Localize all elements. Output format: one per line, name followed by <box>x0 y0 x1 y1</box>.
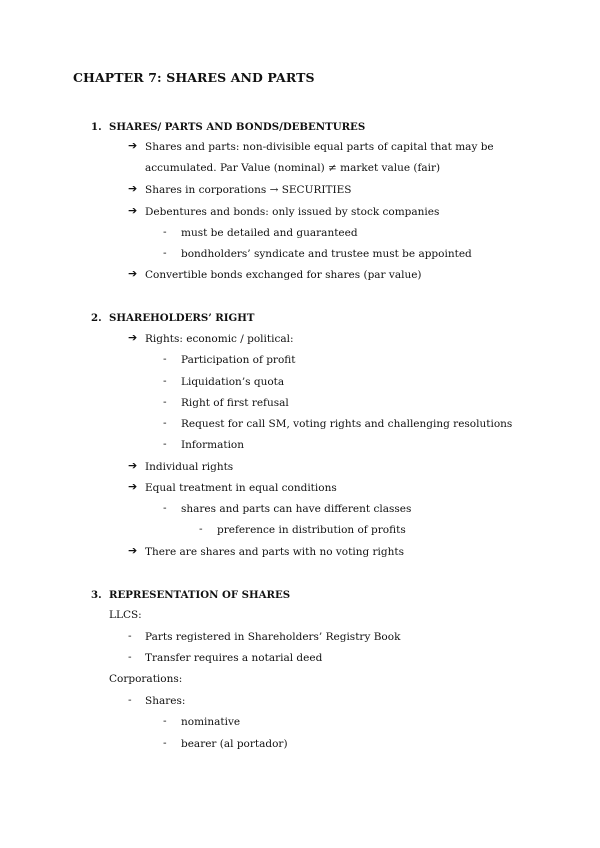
list-item: nominative <box>181 716 241 728</box>
arrow-bullet-icon: ➔ <box>128 139 138 152</box>
list-item: must be detailed and guaranteed <box>181 227 358 239</box>
dash-bullet-icon: - <box>128 631 132 642</box>
arrow-bullet-icon: ➔ <box>128 480 138 493</box>
list-item: Information <box>181 439 245 451</box>
dash-bullet-icon: - <box>163 716 167 727</box>
list-item: Debentures and bonds: only issued by stock companies <box>145 206 440 218</box>
section-number: 1. <box>91 121 102 133</box>
list-item: Shares: <box>145 695 186 707</box>
list-item: LLCS: <box>109 609 142 621</box>
dash-bullet-icon: - <box>163 248 167 259</box>
dash-bullet-icon: - <box>163 376 167 387</box>
arrow-bullet-icon: ➔ <box>128 331 138 344</box>
arrow-bullet-icon: ➔ <box>128 459 138 472</box>
arrow-bullet-icon: ➔ <box>128 544 138 557</box>
list-item: Participation of profit <box>181 354 296 366</box>
list-item: Corporations: <box>109 673 183 685</box>
dash-bullet-icon: - <box>163 738 167 749</box>
dash-bullet-icon: - <box>163 354 167 365</box>
section-title: REPRESENTATION OF SHARES <box>109 589 291 601</box>
dash-bullet-icon: - <box>163 503 167 514</box>
dash-bullet-icon: - <box>163 397 167 408</box>
list-item: Request for call SM, voting rights and challenging resolutions <box>181 418 513 430</box>
list-item: accumulated. Par Value (nominal) ≠ market value (fair) <box>145 162 441 174</box>
chapter-title: CHAPTER 7: SHARES AND PARTS <box>73 70 315 85</box>
list-item: Parts registered in Shareholders’ Registry Book <box>145 631 401 643</box>
section-number: 3. <box>91 589 102 601</box>
dash-bullet-icon: - <box>163 439 167 450</box>
list-item: shares and parts can have different classes <box>181 503 412 515</box>
list-item: Equal treatment in equal conditions <box>145 482 337 494</box>
list-item: Individual rights <box>145 461 234 473</box>
section-title: SHARES/ PARTS AND BONDS/DEBENTURES <box>109 121 366 133</box>
dash-bullet-icon: - <box>163 227 167 238</box>
dash-bullet-icon: - <box>199 524 203 535</box>
list-item: Rights: economic / political: <box>145 333 294 345</box>
list-item: Liquidation’s quota <box>181 376 285 388</box>
list-item: Shares in corporations → SECURITIES <box>145 184 352 196</box>
dash-bullet-icon: - <box>128 695 132 706</box>
arrow-bullet-icon: ➔ <box>128 204 138 217</box>
list-item: Shares and parts: non-divisible equal parts of capital that may be <box>145 141 494 153</box>
list-item: There are shares and parts with no voting rights <box>145 546 404 558</box>
list-item: bondholders’ syndicate and trustee must be appointed <box>181 248 472 260</box>
dash-bullet-icon: - <box>163 418 167 429</box>
list-item: bearer (al portador) <box>181 738 288 750</box>
arrow-bullet-icon: ➔ <box>128 182 138 195</box>
list-item: Transfer requires a notarial deed <box>145 652 323 664</box>
section-number: 2. <box>91 312 102 324</box>
list-item: preference in distribution of profits <box>217 524 406 536</box>
list-item: Convertible bonds exchanged for shares (par value) <box>145 269 422 281</box>
dash-bullet-icon: - <box>128 652 132 663</box>
section-title: SHAREHOLDERS’ RIGHT <box>109 312 255 324</box>
list-item: Right of first refusal <box>181 397 289 409</box>
arrow-bullet-icon: ➔ <box>128 267 138 280</box>
